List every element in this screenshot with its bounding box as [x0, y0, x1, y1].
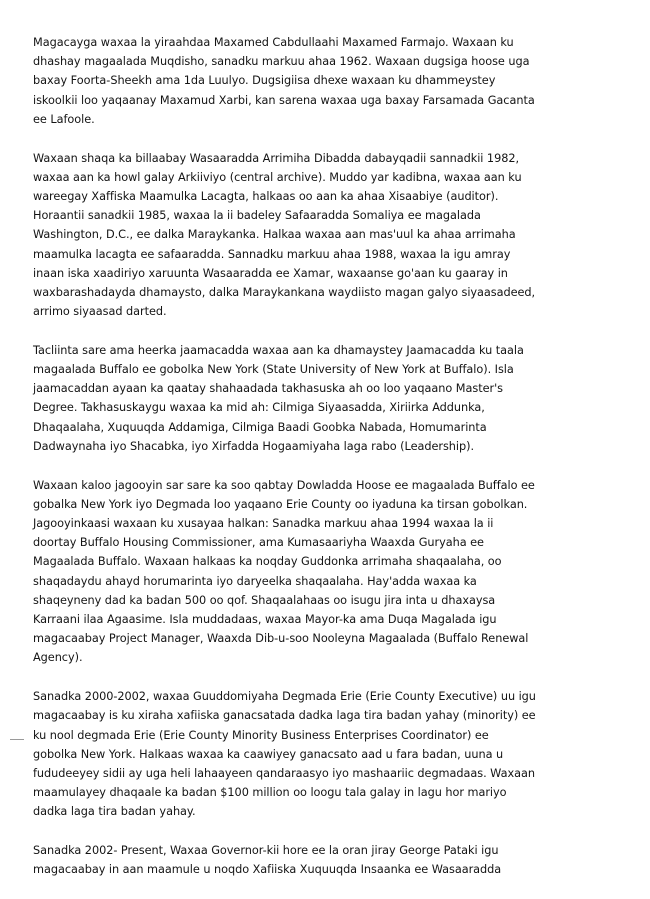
text-line: shaqeyneny dad ka badan 500 oo qof. Shaqaalahaas oo isugu jira inta u dhaxaysa	[33, 593, 496, 607]
text-line: baxay Foorta-Sheekh ama 1da Luulyo. Dugsigiisa dhexe waxaan ku dhammeystey	[33, 74, 496, 88]
text-line: gobalka New York iyo Degmada loo yaqaano Erie County oo iyaduna ka tirsan gobolkan.	[33, 497, 528, 511]
text-line: Tacliinta sare ama heerka jaamacadda waxaa aan ka dhamaystey Jaamacadda ku taala	[33, 343, 524, 357]
text-line: Magacayga waxaa la yiraahdaa Maxamed Cabdullaahi Maxamed Farmajo. Waxaan ku	[33, 36, 514, 49]
text-line: maamulka lacagta ee safaaradda. Sannadku markuu ahaa 1988, waxaa la igu amray	[33, 247, 511, 261]
text-line: magacaabay in aan maamule u noqdo Xafiiska Xuquuqda Insaanka ee Wasaaradda	[33, 863, 502, 877]
text-line: Dadwaynaha iyo Shacabka, iyo Xirfadda Hogaamiyaha laga rabo (Leadership).	[33, 439, 475, 453]
text-line: gobolka New York. Halkaas waxaa ka caawiyey ganacsato aad u fara badan, uuna u	[33, 747, 504, 761]
text-line: dhashay magaalada Muqdisho, sanadku markuu ahaa 1962. Waxaan dugsiga hoose uga	[33, 55, 530, 69]
text-line: arrimo siyaasad darted.	[33, 305, 167, 319]
text-line: magaalada Buffalo ee gobolka New York (State University of New York at Buffalo). Isla	[33, 363, 514, 377]
text-line: Magaalada Buffalo. Waxaan halkaas ka noqday Guddonka arrimaha shaqaalaha, oo	[33, 555, 502, 569]
paragraph-6	[33, 841, 621, 879]
text-line: Waxaan shaqa ka billaabay Wasaaradda Arrimiha Dibadda dabayqadii sannadkii 1982,	[33, 151, 520, 165]
text-line: doortay Buffalo Housing Commissioner, ama Kumasaariyha Waaxda Guryaha ee	[33, 536, 484, 550]
text-line: ku nool degmada Erie (Erie County Minority Business Enterprises Coordinator) ee	[33, 728, 489, 742]
text-line: Sanadka 2000-2002, waxaa Guuddomiyaha Degmada Erie (Erie County Executive) uu igu	[33, 690, 536, 704]
text-line: ee Lafoole.	[33, 112, 95, 126]
text-line: magacaabay is ku xiraha xafiiska ganacsatada dadka laga tira badan yahay (minority) ee	[33, 709, 536, 723]
text-line: Sanadka 2002- Present, Waxaa Governor-kii hore ee la oran jiray George Pataki igu	[33, 844, 499, 858]
paragraph-5	[33, 687, 621, 821]
text-line: waxbarashadayda dhamaysto, dalka Maraykankana waydiisto magan galyo siyaasadeed,	[33, 285, 536, 299]
text-line: maamulayey dhaqaale ka badan $100 million oo loogu tala galay in lagu hor mariyo	[33, 786, 507, 800]
text-line: dadka laga tira badan yahay.	[33, 805, 196, 819]
text-line: Karraani ilaa Agaasime. Isla muddadaas, waxaa Mayor-ka ama Duqa Magalada igu	[33, 612, 497, 626]
document-body	[33, 33, 621, 899]
text-line: Horaantii sanadkii 1985, waxaa la ii badeley Safaaradda Somaliya ee magalada	[33, 209, 481, 223]
text-line: Degree. Takhasuskaygu waxaa ka mid ah: Cilmiga Siyaasadda, Xiriirka Addunka,	[33, 401, 485, 415]
text-line: Jagooyinkaasi waxaan ku xusayaa halkan: Sanadka markuu ahaa 1994 waxaa la ii	[33, 516, 494, 530]
paragraph-1	[33, 33, 621, 129]
text-line: shaqadaydu ahayd horumarinta iyo daryeelka shaqaalaha. Hay'adda waxaa ka	[33, 574, 477, 588]
text-line: magacaabay Project Manager, Waaxda Dib-u-soo Nooleyna Magaalada (Buffalo Renewal	[33, 632, 529, 646]
paragraph-4	[33, 476, 621, 668]
text-line: Washington, D.C., ee dalka Maraykanka. Halkaa waxaa aan mas'uul ka ahaa arrimaha	[33, 228, 516, 242]
paragraph-2	[33, 149, 621, 322]
text-line: waxaa aan ka howl galay Arkiiviyo (central archive). Muddo yar kadibna, waxaa aan ku	[33, 170, 522, 184]
text-line: fududeeyey sidii ay uga heli lahaayeen qandaraasyo iyo mashaariic degmadaas. Waxaan	[33, 766, 535, 780]
text-line: Dhaqaalaha, Xuquuqda Addamiga, Cilmiga Baadi Goobka Nabada, Homumarinta	[33, 420, 487, 434]
text-line: jaamacaddan ayaan ka qaatay shahaadada takhasuska ah oo loo yaqaano Master's	[33, 382, 503, 396]
text-line: inaan iska xaadiriyo xaruunta Wasaaradda ee Xamar, waxaanse go'aan ku gaaray in	[33, 266, 508, 280]
text-line: wareegay Xaffiska Maamulka Lacagta, halkaas oo aan ka ahaa Xisaabiye (auditor).	[33, 189, 499, 203]
paragraph-3	[33, 341, 621, 456]
scan-margin-mark	[10, 739, 24, 740]
text-line: iskoolkii loo yaqaanay Maxamud Xarbi, kan sarena waxaa uga baxay Farsamada Gacanta	[33, 93, 535, 107]
text-line: Waxaan kaloo jagooyin sar sare ka soo qabtay Dowladda Hoose ee magaalada Buffalo ee	[33, 478, 535, 492]
text-line: Agency).	[33, 651, 83, 665]
